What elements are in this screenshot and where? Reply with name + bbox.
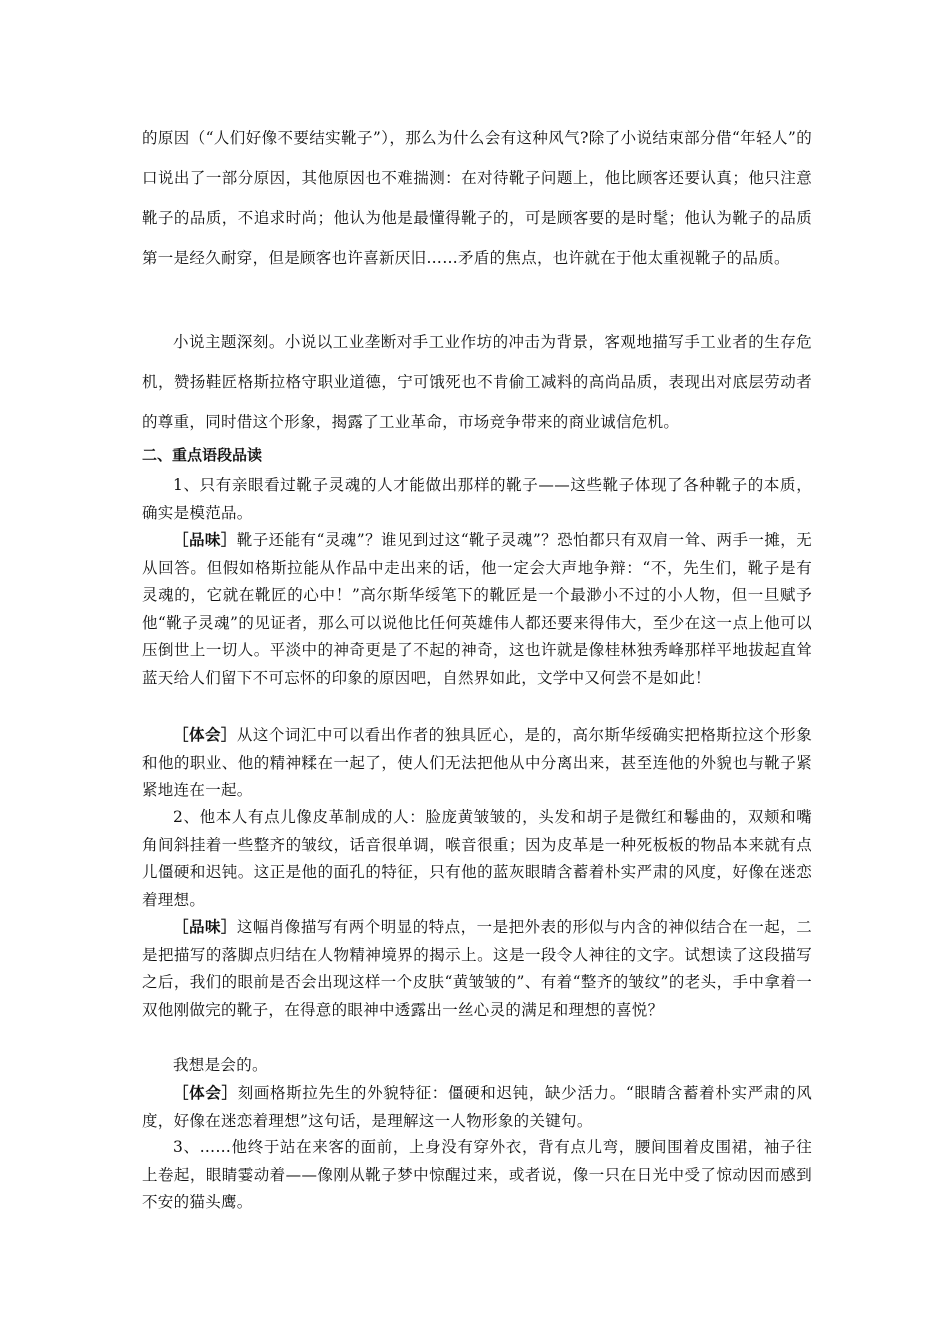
section-heading: 二、重点语段品读: [142, 446, 263, 464]
quote-3: 3、……他终于站在来客的面前，上身没有穿外衣，背有点儿弯，腰间围着皮围裙，袖子往上卷起，眼睛霎动着——像刚从靴子梦中惊醒过来，或者说，像一只在日光中受了惊动因而感到不安的猫头鹰。: [142, 1138, 812, 1211]
appreciation-2: [142, 914, 812, 1024]
paragraph-theme: 小说主题深刻。小说以工业垄断对手工业作坊的冲击为背景，客观地描写手工业者的生存危机，赞扬鞋匠格斯拉格守职业道德，宁可饿死也不肯偷工减料的高尚品质，表现出对底层劳动者的尊重，同时借这个形象，揭露了工业革命，市场竞争带来的商业诚信危机。: [142, 333, 812, 431]
quote-2: 2、他本人有点儿像皮革制成的人：脸庞黄皱皱的，头发和胡子是微红和鬈曲的，双颊和嘴角间斜挂着一些整齐的皱纹，话音很单调，喉音很重；因为皮革是一种死板板的物品本来就有点儿僵硬和迟钝。这正是他的面孔的特征，只有他的蓝灰眼睛含蓄着朴实严肃的风度，好像在迷恋着理想。: [142, 808, 812, 909]
answer-line: 我想是会的。: [173, 1056, 268, 1074]
appreciation-2-text: 这幅肖像描写有两个明显的特点，一是把外表的形似与内含的神似结合在一起，二是把描写的落脚点归结在人物精神境界的揭示上。这是一段令人神往的文字。试想读了这段描写之后，我们的眼前是否会出现这样一个皮肤“黄皱皱的”、有着“整齐的皱纹”的老头，手中拿着一双他刚做完的靴子，在得意的眼神中透露出一丝心灵的满足和理想的喜悦？: [142, 918, 812, 1019]
tag-label: ［品味］: [173, 531, 237, 549]
tag-label: ［体会］: [173, 726, 237, 744]
tag-label: ［品味］: [173, 918, 237, 936]
appreciation-1-text: 靴子还能有“灵魂”？谁见到过这“靴子灵魂”？恐怕都只有双肩一耸、两手一摊，无从回答。但假如格斯拉能从作品中走出来的话，他一定会大声地争辩：“不，先生们，靴子是有灵魂的，它就在靴匠的心中！”高尔斯华绥笔下的靴匠是一个最渺小不过的小人物，但一旦赋予他“靴子灵魂”的见证者，那么可以说他比任何英雄伟人都还要来得伟大，至少在这一点上他可以压倒世上一切人。平淡中的神奇更是了不起的神奇，这也许就是像桂林独秀峰那样平地拔起直耸蓝天给人们留下不可忘怀的印象的原因吧，自然界如此，文学中又何尝不是如此！: [142, 531, 812, 687]
reflection-1-text: 从这个词汇中可以看出作者的独具匠心，是的，高尔斯华绥确实把格斯拉这个形象和他的职业、他的精神糅在一起了，使人们无法把他从中分离出来，甚至连他的外貌也与靴子紧紧地连在一起。: [142, 726, 812, 799]
reflection-1: [142, 722, 812, 805]
appreciation-1: [142, 527, 812, 692]
tag-label: ［体会］: [173, 1084, 238, 1102]
reflection-2-text: 刻画格斯拉先生的外貌特征：僵硬和迟钝，缺少活力。“眼睛含蓄着朴实严肃的风度，好像在迷恋着理想”这句话，是理解这一人物形象的关键句。: [142, 1084, 812, 1130]
paragraph-reason: 的原因（“人们好像不要结实靴子”），那么为什么会有这种风气?除了小说结束部分借“年轻人”的口说出了一部分原因，其他原因也不难揣测：在对待靴子问题上，他比顾客还要认真；他只注意靴子的品质，不追求时尚；他认为他是最懂得靴子的，可是顾客要的是时髦；他认为靴子的品质第一是经久耐穿，但是顾客也许喜新厌旧……矛盾的焦点，也许就在于他太重视靴子的品质。: [142, 129, 812, 267]
quote-1: 1、只有亲眼看过靴子灵魂的人才能做出那样的靴子——这些靴子体现了各种靴子的本质，确实是模范品。: [142, 476, 812, 522]
reflection-2: [142, 1080, 812, 1135]
